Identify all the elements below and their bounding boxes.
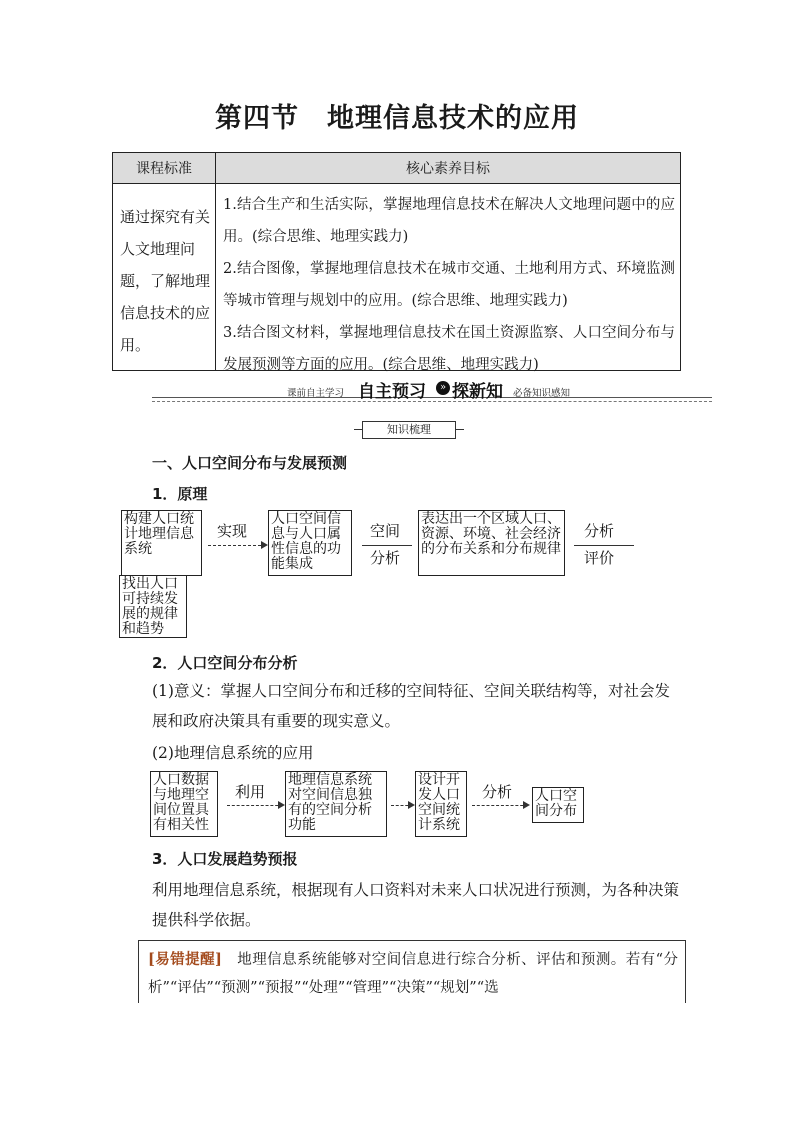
subheading-spatial-analysis: 2．人口空间分布分析	[152, 654, 298, 672]
arrow-line	[362, 545, 412, 546]
double-arrow-icon: »	[436, 381, 450, 395]
flow1-box-distribution: 表达出一个区域人口、资源、环境、社会经济的分布关系和分布规律	[418, 510, 565, 576]
subheading-principle: 1．原理	[152, 485, 208, 503]
page-title: 第四节 地理信息技术的应用	[215, 103, 579, 134]
flow2-box-statistics-system: 设计开发人口空间统计系统	[415, 771, 467, 837]
flow2-box-gis-analysis: 地理信息系统对空间信息独有的空间分析功能	[285, 771, 387, 837]
banner-rule-dashed	[152, 401, 712, 402]
goal-item: 3.结合图文材料，掌握地理信息技术在国土资源监察、人口空间分布与发展预测等方面的应用。(综合思维、地理实践力)	[223, 325, 675, 373]
section-tag: 知识梳理	[362, 421, 456, 439]
goal-item: 2.结合图像，掌握地理信息技术在城市交通、土地利用方式、环境监测等城市管理与规划中的应用。(综合思维、地理实践力)	[223, 261, 675, 309]
flow1-box-build-gis: 构建人口统计地理信息系统	[121, 510, 202, 576]
banner-left-caption: 课前自主学习	[287, 388, 345, 399]
arrow-line	[574, 545, 634, 546]
tag-line-right	[456, 429, 464, 430]
flow1-box-integration: 人口空间信息与人口属性信息的功能集成	[268, 510, 352, 576]
column-divider	[215, 153, 216, 370]
dashed-arrow-icon	[472, 805, 528, 806]
dashed-arrow-icon	[208, 545, 266, 546]
course-standard-text: 通过探究有关人文地理问题，了解地理信息技术的应用。	[120, 208, 211, 354]
banner-right-caption: 必备知识感知	[513, 388, 571, 399]
subheading-gis-application: (2)地理信息系统的应用	[152, 744, 314, 762]
dashed-arrow-icon	[391, 805, 413, 806]
flow1-label-space: 空间	[370, 522, 401, 540]
flow1-label-evaluate: 评价	[584, 549, 615, 567]
tag-line-left	[354, 429, 362, 430]
note-label: [易错提醒]	[148, 951, 222, 968]
flow1-label-analyze: 分析	[584, 522, 615, 540]
core-goals-list	[223, 189, 675, 381]
note-body: 地理信息系统能够对空间信息进行综合分析、评估和预测。若有“分析”“评估”“预测”“预报”“处理”“管理”“决策”“规划”“选	[148, 952, 678, 996]
banner-title-2: 探新知	[452, 382, 503, 402]
flow2-label-use: 利用	[235, 783, 266, 801]
standards-table	[112, 152, 681, 371]
subheading-trend-forecast: 3．人口发展趋势预报	[152, 850, 298, 868]
banner-title: 自主预习	[358, 382, 426, 402]
flow2-box-population-data: 人口数据与地理空间位置具有相关性	[150, 771, 218, 837]
banner-rule	[152, 397, 712, 398]
flow1-label-analysis: 分析	[370, 549, 401, 567]
header-course-standard: 课程标准	[136, 161, 192, 177]
flow2-label-analyze: 分析	[482, 783, 513, 801]
flow1-box-trend: 找出人口可持续发展的规律和趋势	[119, 575, 187, 638]
goal-item: 1.结合生产和生活实际，掌握地理信息技术在解决人文地理问题中的应用。(综合思维、地理实践力)	[223, 197, 675, 245]
paragraph-forecast: 利用地理信息系统，根据现有人口资料对未来人口状况进行预测，为各种决策提供科学依据。	[152, 881, 680, 929]
flow2-box-spatial-distribution: 人口空间分布	[532, 787, 584, 823]
section-heading: 一、人口空间分布与发展预测	[152, 454, 348, 472]
header-core-goals: 核心素养目标	[406, 161, 490, 177]
paragraph-significance: (1)意义：掌握人口空间分布和迁移的空间特征、空间关联结构等，对社会发展和政府决策具有重要的现实意义。	[152, 682, 670, 730]
flow1-label-realize: 实现	[217, 522, 248, 540]
note-text	[148, 946, 678, 1002]
dashed-arrow-icon	[227, 805, 283, 806]
